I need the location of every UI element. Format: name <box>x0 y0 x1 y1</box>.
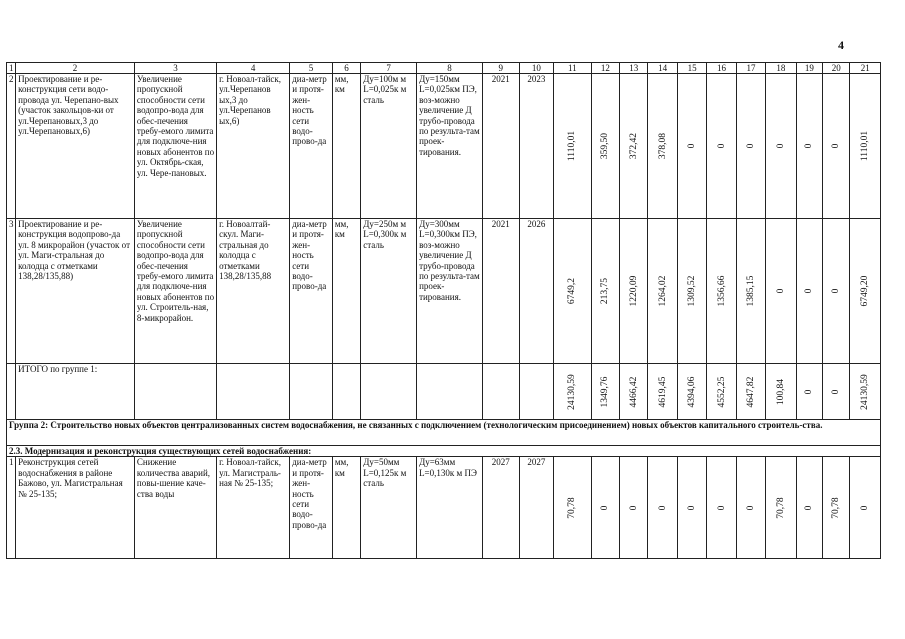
cost-cell <box>554 74 592 219</box>
cost-cell <box>677 457 706 559</box>
total-cell <box>620 364 648 420</box>
cost-cell <box>736 74 765 219</box>
cost-cell <box>554 219 592 364</box>
value-before: Ду=50мм L=0,125к м сталь <box>361 457 417 559</box>
tech-parameter: диа-метр и протя-жен-ность сети водо-прово-да <box>290 219 333 364</box>
cost-value: 0 <box>600 505 611 511</box>
unit: мм, км <box>332 74 360 219</box>
page-number: 4 <box>838 38 844 52</box>
cost-cell <box>766 219 796 364</box>
column-number: 18 <box>766 63 796 74</box>
project-location: г. Новоалтай-скул. Маги-стральная до колодца с отметками 138,28/135,88 <box>217 219 290 364</box>
total-cell <box>736 364 765 420</box>
total-value: 1349,76 <box>600 376 611 407</box>
cost-value: 1309,52 <box>686 275 697 307</box>
table-row <box>7 457 881 559</box>
total-row <box>7 364 881 420</box>
cost-value: 0 <box>716 505 727 511</box>
cost-value: 70,78 <box>831 497 842 519</box>
project-goal: Снижение количества аварий, повы-шение каче-ства воды <box>134 457 216 559</box>
cost-cell <box>736 457 765 559</box>
total-value: 100,84 <box>775 378 786 405</box>
total-cell <box>766 364 796 420</box>
value-after: Ду=150мм L=0,025км ПЭ, воз-можно увеличение Д трубо-провода по результа-там проек-тирования. <box>417 74 483 219</box>
column-number-row <box>7 63 881 74</box>
project-location: г. Новоал-тайск, ул.Черепанов ых,3 до ул.Черепанов ых,6) <box>217 74 290 219</box>
cost-cell <box>591 219 619 364</box>
cost-value: 0 <box>657 505 668 511</box>
cost-cell <box>796 74 822 219</box>
cost-value: 213,75 <box>600 277 611 305</box>
cost-cell <box>850 219 881 364</box>
total-value: 4466,42 <box>628 376 639 407</box>
cost-cell <box>850 74 881 219</box>
cost-value: 0 <box>628 505 639 511</box>
section-heading: 2.3. Модернизация и реконструкция существующих сетей водоснабжения: <box>7 446 881 457</box>
cost-value: 0 <box>745 505 756 511</box>
project-name: Проектирование и ре-конструкция водопрово-да ул. 8 микрорайон (участок от ул. Маги-стральная до колодца с отметками 138,28/135,88) <box>16 219 135 364</box>
value-before: Ду=100м м L=0,025к м сталь <box>361 74 417 219</box>
value-before: Ду=250м м L=0,300к м сталь <box>361 219 417 364</box>
cost-value: 0 <box>804 288 815 294</box>
value-after: Ду=63мм L=0,130к м ПЭ <box>417 457 483 559</box>
cost-value: 6749,2 <box>567 277 578 305</box>
column-number: 1 <box>7 63 16 74</box>
column-number: 4 <box>217 63 290 74</box>
total-cell <box>796 364 822 420</box>
cost-cell <box>591 74 619 219</box>
total-cell <box>554 364 592 420</box>
total-cell <box>850 364 881 420</box>
total-cell <box>677 364 706 420</box>
total-value: 4619,45 <box>657 376 668 407</box>
project-location: г. Новоал-тайск, ул. Магистраль-ная № 25-135; <box>217 457 290 559</box>
cost-value: 1385,15 <box>745 275 756 307</box>
cost-value: 0 <box>775 143 786 149</box>
cost-value: 6749,20 <box>860 275 871 307</box>
project-name: Реконструкция сетей водоснабжения в районе Бажово, ул. Магистральная № 25-135; <box>16 457 135 559</box>
cost-value: 0 <box>860 505 871 511</box>
cost-cell <box>823 74 850 219</box>
column-number: 15 <box>677 63 706 74</box>
cost-cell <box>707 74 736 219</box>
column-number: 10 <box>519 63 554 74</box>
column-number: 13 <box>620 63 648 74</box>
end-year: 2026 <box>519 219 554 364</box>
cost-cell <box>766 74 796 219</box>
end-year: 2023 <box>519 74 554 219</box>
section-heading-row <box>7 446 881 457</box>
column-number: 14 <box>648 63 677 74</box>
total-value: 4394,06 <box>686 376 697 407</box>
cost-value: 0 <box>831 143 842 149</box>
total-value: 4647,82 <box>745 376 756 407</box>
project-goal: Увеличение пропускной способности сети водопро-вода для обес-печения требу-емого лимита для подключе-ния новых абонентов по ул. Октябрь-ская, ул. Чере-пановых. <box>134 74 216 219</box>
column-number: 21 <box>850 63 881 74</box>
cost-cell <box>648 457 677 559</box>
table-row <box>7 219 881 364</box>
cost-value: 70,78 <box>775 497 786 519</box>
cost-value: 359,50 <box>600 132 611 160</box>
cost-cell <box>823 219 850 364</box>
project-name: Проектирование и ре-конструкция сети водо-провода ул. Черепано-вых (участок закольцов-ки от ул.Черепановых,3 до ул.Черепановых,6) <box>16 74 135 219</box>
group-2-heading: Группа 2: Строительство новых объектов централизованных систем водоснабжения, не связанных с подключением (технологическим присоединением) новых объектов капитального строитель-ства. <box>7 420 881 446</box>
cost-cell <box>620 74 648 219</box>
cost-value: 1110,01 <box>567 130 578 162</box>
total-cell <box>648 364 677 420</box>
row-number: 3 <box>7 219 16 364</box>
column-number: 12 <box>591 63 619 74</box>
cost-cell <box>648 74 677 219</box>
cost-value: 0 <box>745 143 756 149</box>
column-number: 20 <box>823 63 850 74</box>
cost-value: 70,78 <box>567 497 578 519</box>
cost-cell <box>591 457 619 559</box>
cost-cell <box>677 219 706 364</box>
cost-value: 0 <box>775 288 786 294</box>
cost-value: 1220,09 <box>628 275 639 307</box>
column-number: 16 <box>707 63 736 74</box>
cost-cell <box>736 219 765 364</box>
table-row <box>7 74 881 219</box>
investment-program-table <box>6 62 881 559</box>
unit: мм, км <box>332 457 360 559</box>
unit: мм, км <box>332 219 360 364</box>
total-cell <box>707 364 736 420</box>
group-heading-row <box>7 420 881 446</box>
cost-value: 0 <box>686 143 697 149</box>
cost-value: 0 <box>716 143 727 149</box>
total-value: 4552,25 <box>716 376 727 407</box>
column-number: 3 <box>134 63 216 74</box>
column-number: 7 <box>361 63 417 74</box>
cost-cell <box>707 457 736 559</box>
column-number: 6 <box>332 63 360 74</box>
project-goal: Увеличение пропускной способности сети водопро-вода для обес-печения требу-емого лимита для подключе-ния новых абонентов по ул. Строитель-ная, 8-микрорайон. <box>134 219 216 364</box>
cost-cell <box>707 219 736 364</box>
column-number: 2 <box>16 63 135 74</box>
cost-value: 0 <box>804 143 815 149</box>
column-number: 11 <box>554 63 592 74</box>
value-after: Ду=300мм L=0,300км ПЭ, воз-можно увеличение Д трубо-провода по результа-там проек-тирования. <box>417 219 483 364</box>
tech-parameter: диа-метр и протя-жен-ность сети водо-прово-да <box>290 74 333 219</box>
column-number: 19 <box>796 63 822 74</box>
total-cell <box>823 364 850 420</box>
start-year: 2027 <box>483 457 520 559</box>
cost-value: 0 <box>686 505 697 511</box>
cost-cell <box>823 457 850 559</box>
cost-cell <box>620 219 648 364</box>
cost-cell <box>766 457 796 559</box>
start-year: 2021 <box>483 74 520 219</box>
cost-cell <box>554 457 592 559</box>
total-label: ИТОГО по группе 1: <box>16 364 135 420</box>
cost-value: 1264,02 <box>657 275 668 307</box>
column-number: 17 <box>736 63 765 74</box>
end-year: 2027 <box>519 457 554 559</box>
cost-value: 1110,01 <box>860 130 871 162</box>
column-number: 8 <box>417 63 483 74</box>
total-cell <box>591 364 619 420</box>
total-value: 0 <box>831 389 842 394</box>
cost-cell <box>796 219 822 364</box>
cost-value: 378,08 <box>657 132 668 160</box>
cost-value: 1356,66 <box>716 275 727 307</box>
cost-cell <box>677 74 706 219</box>
column-number: 9 <box>483 63 520 74</box>
tech-parameter: диа-метр и протя-жен-ность сети водо-прово-да <box>290 457 333 559</box>
total-value: 24130,59 <box>567 373 578 410</box>
cost-cell <box>620 457 648 559</box>
cost-value: 372,42 <box>628 132 639 160</box>
cost-cell <box>850 457 881 559</box>
cost-value: 0 <box>831 288 842 294</box>
total-value: 0 <box>804 389 815 394</box>
row-number: 1 <box>7 457 16 559</box>
row-number: 2 <box>7 74 16 219</box>
cost-value: 0 <box>804 505 815 511</box>
cost-cell <box>796 457 822 559</box>
total-value: 24130,59 <box>860 373 871 410</box>
start-year: 2021 <box>483 219 520 364</box>
cost-cell <box>648 219 677 364</box>
column-number: 5 <box>290 63 333 74</box>
